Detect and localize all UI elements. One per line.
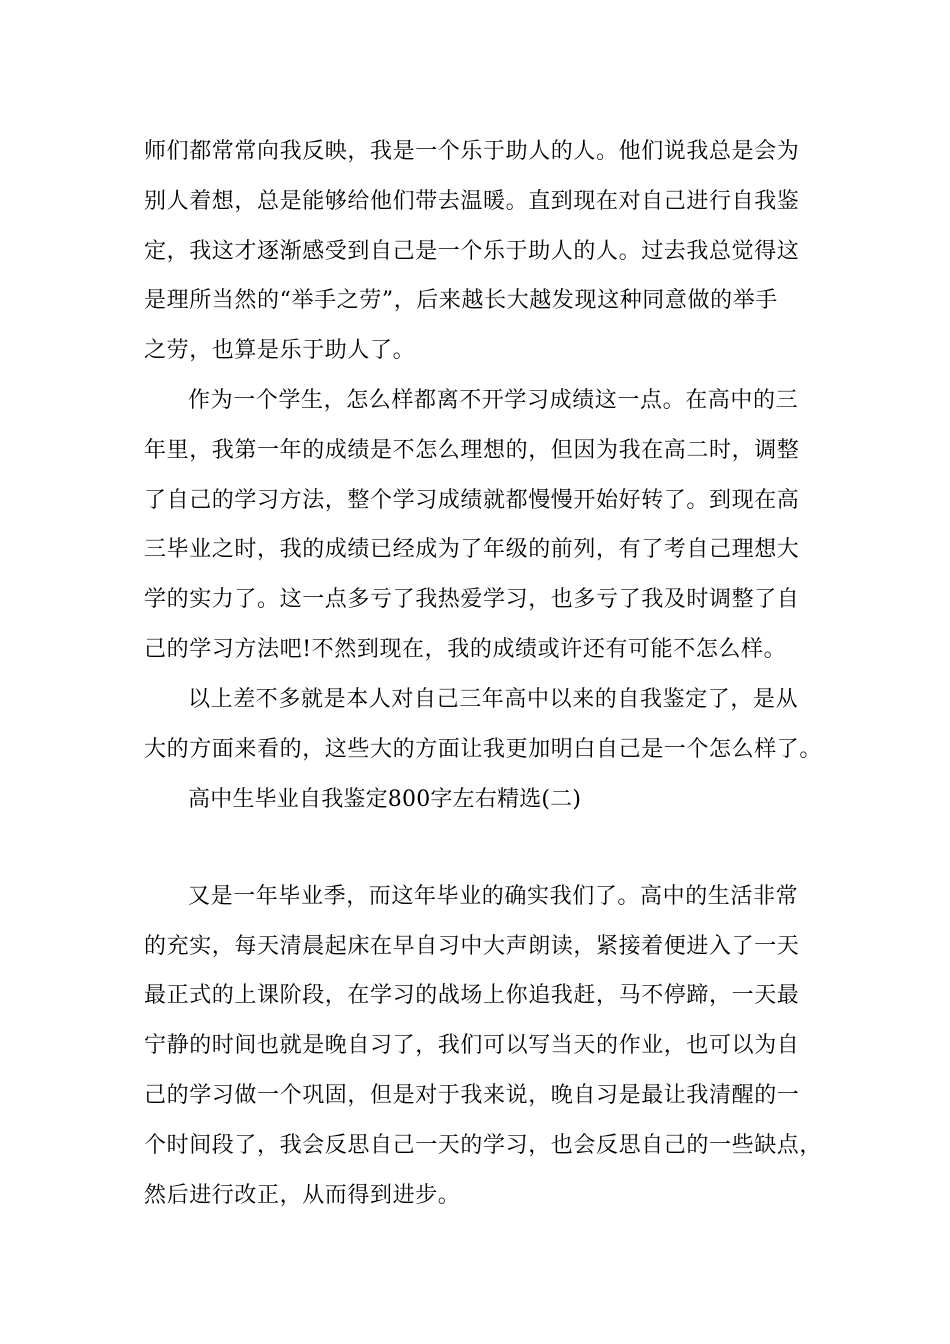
text-line: 别人着想，总是能够给他们带去温暖。直到现在对自己进行自我鉴 xyxy=(144,189,800,214)
text-line: 三毕业之时，我的成绩已经成为了年级的前列，有了考自己理想大 xyxy=(144,537,800,562)
text-line: 己的学习方法吧!不然到现在，我的成绩或许还有可能不怎么样。 xyxy=(144,637,787,662)
text-line: 宁静的时间也就是晚自习了，我们可以写当天的作业，也可以为自 xyxy=(144,1033,800,1058)
paragraph-start: 又是一年毕业季，而这年毕业的确实我们了。高中的生活非常 xyxy=(188,884,799,909)
text-line: 己的学习做一个巩固，但是对于我来说，晚自习是最让我清醒的一 xyxy=(144,1083,800,1108)
text-line: 是理所当然的“举手之劳”，后来越长大越发现这种同意做的举手 xyxy=(144,288,778,313)
paragraph-start: 以上差不多就是本人对自己三年高中以来的自我鉴定了，是从 xyxy=(188,687,799,712)
text-line: 年里，我第一年的成绩是不怎么理想的，但因为我在高二时，调整 xyxy=(144,438,800,463)
text-line: 然后进行改正，从而得到进步。 xyxy=(144,1183,461,1208)
text-line: 师们都常常向我反映，我是一个乐于助人的人。他们说我总是会为 xyxy=(144,139,800,164)
text-line: 之劳，也算是乐于助人了。 xyxy=(144,338,416,363)
text-line: 个时间段了，我会反思自己一天的学习，也会反思自己的一些缺点， xyxy=(144,1133,823,1158)
text-line: 最正式的上课阶段，在学习的战场上你追我赶，马不停蹄，一天最 xyxy=(144,983,800,1008)
text-line: 了自己的学习方法，整个学习成绩就都慢慢开始好转了。到现在高 xyxy=(144,488,800,513)
text-line: 的充实，每天清晨起床在早自习中大声朗读，紧接着便进入了一天 xyxy=(144,934,800,959)
text-line: 大的方面来看的，这些大的方面让我更加明白自己是一个怎么样了。 xyxy=(144,737,823,762)
paragraph-start: 作为一个学生，怎么样都离不开学习成绩这一点。在高中的三 xyxy=(188,388,799,413)
text-line: 学的实力了。这一点多亏了我热爱学习，也多亏了我及时调整了自 xyxy=(144,587,800,612)
section-heading: 高中生毕业自我鉴定800字左右精选(二) xyxy=(188,787,582,812)
text-line: 定，我这才逐渐感受到自己是一个乐于助人的人。过去我总觉得这 xyxy=(144,239,800,264)
